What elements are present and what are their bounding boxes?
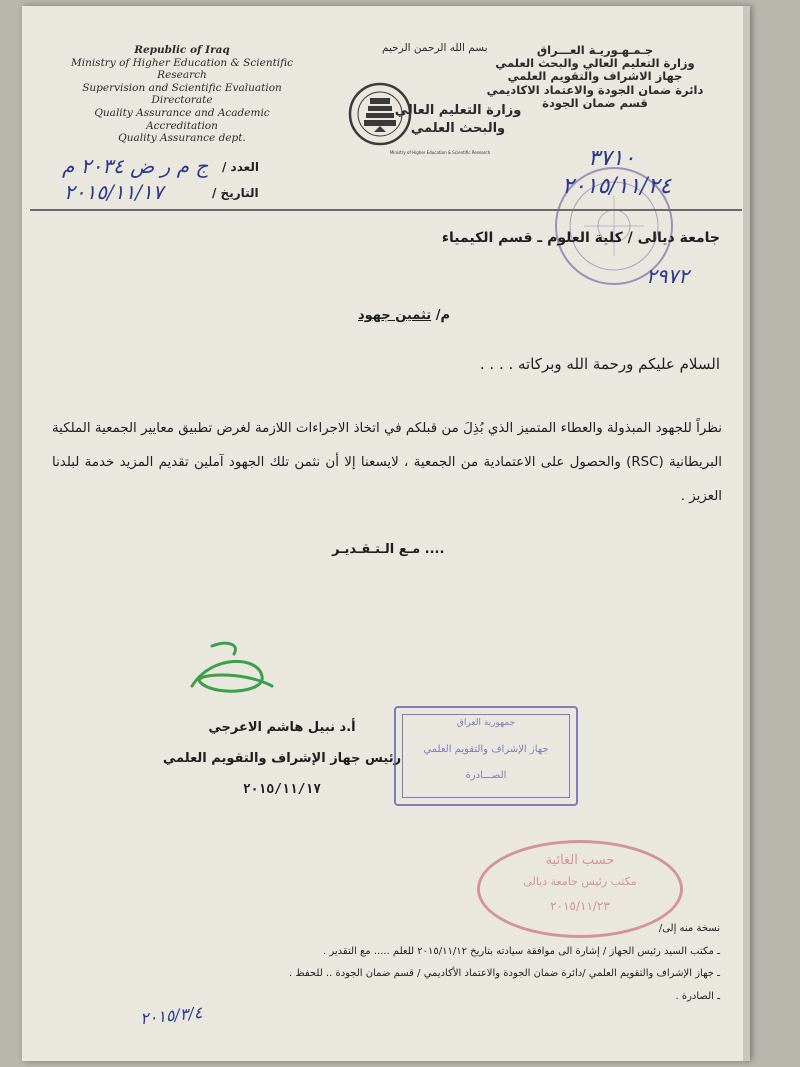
header-ar-line: جهاز الاشراف والتقويم العلمي [507,69,683,84]
cc-title: نسخة منه إلى/ [658,923,720,934]
cc-item: ـ جهاز الإشراف والتقويم العلمي /دائرة ضمان الجودة والاعتماد الأكاديمي / قسم ضمان الجودة .. للحفظ . [289,968,720,979]
subject-prefix: م/ [435,308,450,323]
ref-number-handwritten: ج م ر ض ٢٠٣٤ م [62,154,209,178]
header-ar-line: دائرة ضمان الجودة والاعتماد الاكاديمي [486,82,704,97]
basmala: بسم الله الرحمن الرحيم [382,42,488,54]
header-en-line: Quality Assurance and Academic Accreditation [94,106,270,132]
header-en-line: Supervision and Scientific Evaluation Directorate [82,81,282,107]
header-en-line: Ministry of Higher Education & Scientific Research [70,56,294,82]
document-page [22,6,750,1061]
cc-item: ـ مكتب السيد رئيس الجهاز / إشارة الى موافقة سيادته بتاريخ ٢٠١٥/١١/١٢ للعلم ..... مع التقدير . [323,945,720,957]
received-number: ٣٧١٠ [588,146,636,171]
cc-list [20,918,720,1008]
university-stamp-line3: ٢٠١٥/١١/٢٣ [550,899,610,913]
university-stamp-line2: مكتب رئيس جامعة ديالى [523,875,637,888]
header-ar-line: وزارة التعليم العالي والبحث العلمي [495,56,695,71]
signer-title: رئيس جهاز الإشراف والتقويم العلمي [162,751,402,766]
signer-date: ٢٠١٥/١١/١٧ [242,782,322,797]
outgoing-stamp-line2: جهاز الإشراف والتقويم العلمي [423,744,549,755]
university-stamp-line1: حسب الغائية [545,853,615,868]
margin-handwritten-note: ٢٠١٥/٣/٤ [139,1002,204,1029]
subject-text: تثمين جهود [357,308,432,323]
received-date: ٢٠١٥/١١/٢٤ [562,174,672,199]
header-en-line: Republic of Iraq [134,44,230,56]
logo-title-1: وزارة التعليم العالي [394,103,522,118]
header-ar-line: قسم ضمان الجودة [542,95,648,110]
greeting: السلام عليكم ورحمة الله وبركاته . . . . [479,355,720,373]
received-handwritten-number: ٢٩٧٢ [646,264,689,288]
ministry-logo [340,70,522,162]
letter-body: نظراً للجهود المبذولة والعطاء المتميز الذي بُذِلَ من قبلكم في اتخاذ الاجراءات اللازمة لغرض تطبيق معايير الجمعية الملكية البريطانية (RSC) والحصول على الاعتمادية من الجمعية ، لايسعنا إلا أن نثمن تلك الجهود آملين تقديم المزيد خدمة لبلدنا العزيز . [52,421,722,504]
addressee: جامعة ديالى / كلية العلوم ـ قسم الكيمياء [441,230,720,246]
outgoing-stamp-line1: جمهورية العراق [456,718,516,728]
header-english [62,44,302,145]
page-edge [743,6,750,1061]
ref-date-label: التاريخ / [212,186,259,200]
header-arabic [480,44,710,110]
ref-number-label: العدد / [222,160,260,174]
ref-date-handwritten: ٢٠١٥/١١/١٧ [64,180,164,204]
signature-icon [172,636,282,704]
header-ar-line: جـمـهـوريـة العـــراق [536,43,654,57]
signer-block [162,712,402,805]
ministry-emblem-icon [340,70,522,162]
header-en-line: Quality Assurance dept. [118,132,246,145]
subject-line [358,308,450,323]
cc-item: ـ الصادرة . [675,990,720,1002]
outgoing-stamp [394,706,578,806]
outgoing-stamp-line3: الصـــادرة [465,770,507,781]
closing-regards: .... مـع الـتـقـديـر [332,542,445,557]
logo-caption: Ministry of Higher Education & Scientific Research [389,150,491,155]
header-divider [30,209,742,211]
logo-title-2: والبحث العلمي [410,121,506,136]
signer-name: أ.د نبيل هاشم الاعرجي [208,720,356,735]
